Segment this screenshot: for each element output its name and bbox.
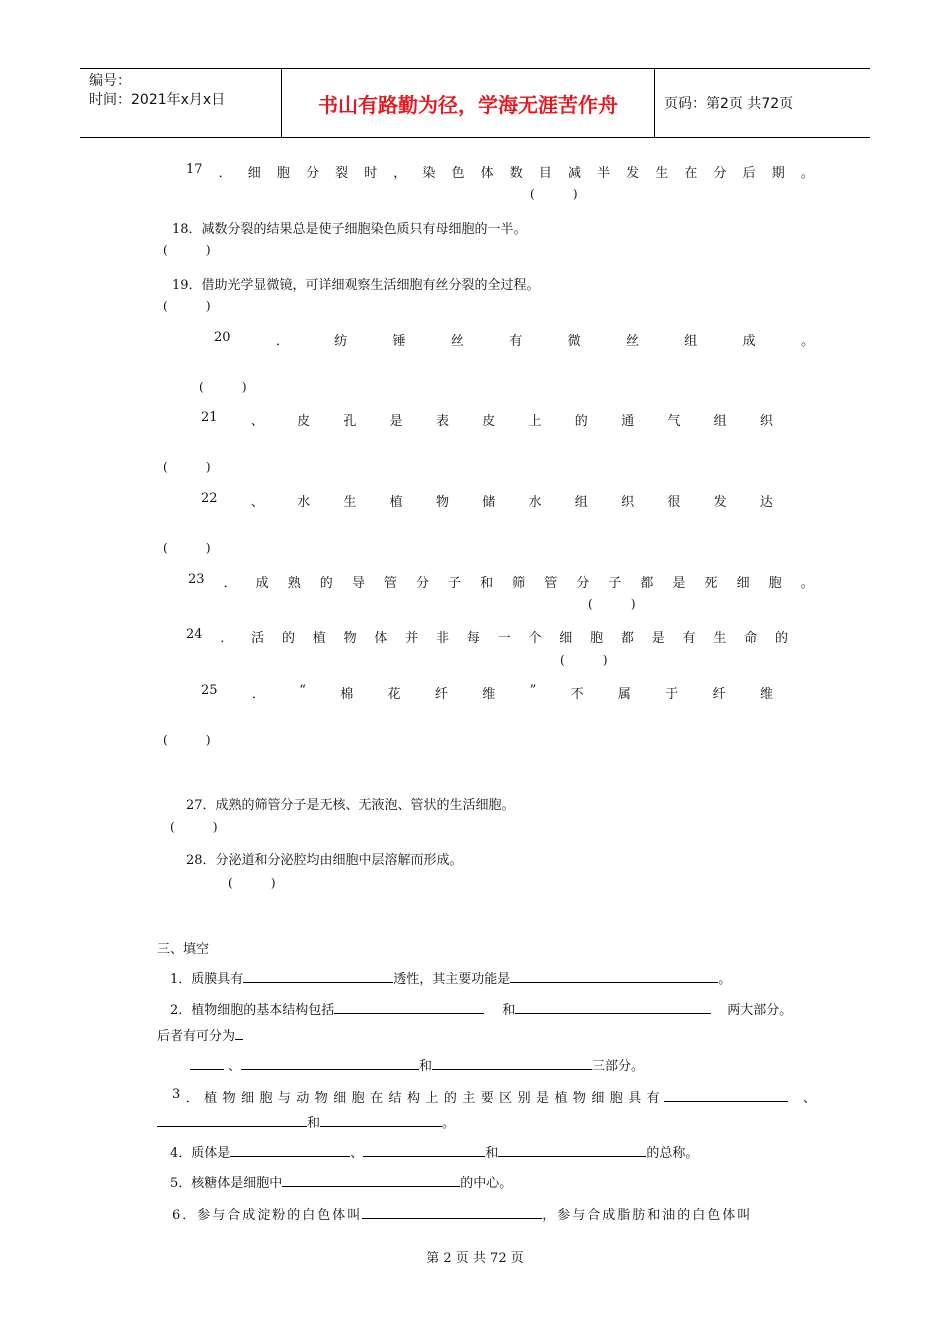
text-char: 织: [759, 414, 773, 429]
text-char: 水: [528, 495, 542, 510]
text-char: 个: [528, 631, 542, 646]
text-char: 、: [250, 495, 264, 510]
fill-6: [172, 1204, 752, 1223]
fill-4-blank-3[interactable]: [498, 1142, 646, 1157]
text-char: 24: [186, 627, 203, 642]
text-char: 物: [435, 495, 449, 510]
text-char: 25: [201, 683, 218, 698]
question-19: 19．借助光学显微镜，可详细观察生活细胞有丝分裂的全过程。: [172, 278, 540, 293]
text-char: 色: [451, 166, 465, 181]
fill-3-blank-3[interactable]: [320, 1112, 442, 1127]
text-char: 胞: [768, 576, 782, 591]
fill-2-blank-6[interactable]: [432, 1055, 592, 1070]
text-char: 成: [742, 334, 756, 349]
text-char: 动: [296, 1091, 310, 1106]
question-28: 28．分泌道和分泌腔均由细胞中层溶解而形成。: [186, 853, 463, 868]
question-24: [186, 627, 788, 646]
text-char: 植: [554, 1091, 568, 1106]
text-char: 组: [713, 414, 727, 429]
text-char: ．: [220, 631, 234, 646]
text-char: 气: [667, 414, 681, 429]
text-char: 通: [621, 414, 635, 429]
text-char: 区: [499, 1091, 513, 1106]
header-meta-cell: [80, 69, 282, 137]
text-char: 细: [736, 576, 750, 591]
header-table: [80, 68, 870, 138]
number-label: 编号：: [89, 73, 131, 89]
text-char: 20: [214, 330, 231, 345]
text-char: ”: [529, 683, 537, 698]
text-char: 储: [482, 495, 496, 510]
text-char: 在: [370, 1091, 384, 1106]
question-19-paren: ( ): [163, 299, 211, 313]
text-char: 熟: [287, 576, 301, 591]
text-char: 孔: [343, 414, 357, 429]
text-char: 成: [255, 576, 269, 591]
text-char: 丝: [625, 334, 639, 349]
fill-4-blank-1[interactable]: [230, 1142, 350, 1157]
text-char: 棉: [340, 687, 354, 702]
text-char: 胞: [259, 1091, 273, 1106]
fill-2-text-d: 后者有可分为: [157, 1029, 236, 1044]
text-char: 死: [704, 576, 718, 591]
section-title: 三、填空: [157, 942, 210, 957]
fill-3-sep: 、: [803, 1091, 817, 1106]
text-char: 纺: [334, 334, 348, 349]
text-char: 非: [436, 631, 450, 646]
text-char: 丝: [450, 334, 464, 349]
text-char: 细: [559, 631, 573, 646]
text-char: 纤: [434, 687, 448, 702]
time-label: 时间：2021年x月x日: [89, 92, 226, 108]
text-char: 纤: [712, 687, 726, 702]
text-char: 很: [667, 495, 681, 510]
text-char: 胞: [351, 1091, 365, 1106]
question-25-paren: ( ): [163, 733, 211, 747]
fill-3-end: 。: [442, 1116, 456, 1131]
text-char: 每: [466, 631, 480, 646]
text-char: ．: [223, 576, 237, 591]
fill-2-line-2: [157, 1025, 243, 1044]
text-char: 组: [574, 495, 588, 510]
text-char: 管: [544, 576, 558, 591]
question-23-paren: ( ): [588, 597, 636, 611]
text-char: 有: [509, 334, 523, 349]
text-char: 结: [388, 1091, 402, 1106]
text-char: 和: [480, 576, 494, 591]
text-char: 并: [405, 631, 419, 646]
text-char: 于: [665, 687, 679, 702]
fill-2-blank-1[interactable]: [334, 999, 484, 1014]
fill-5: [170, 1172, 512, 1191]
text-char: 的: [574, 414, 588, 429]
fill-3: [172, 1087, 660, 1106]
text-char: 有: [682, 631, 696, 646]
fill-3-blank-2[interactable]: [157, 1112, 307, 1127]
page-footer: 第 2 页 共 72 页: [426, 1251, 524, 1266]
fill-1-text-b: 透性，其主要功能是: [393, 972, 511, 987]
text-char: 微: [567, 334, 581, 349]
fill-2-text-b: 和: [502, 1003, 516, 1018]
text-char: 管: [383, 576, 397, 591]
text-char: 细: [591, 1091, 605, 1106]
text-char: 目: [538, 166, 552, 181]
question-21-paren: ( ): [163, 460, 211, 474]
question-20: [214, 330, 814, 349]
fill-4-blank-2[interactable]: [363, 1142, 485, 1157]
question-17: [186, 162, 814, 181]
fill-2-text-c: 两大部分。: [727, 1003, 793, 1018]
fill-3-line-2: [157, 1112, 455, 1131]
text-char: 的: [774, 631, 788, 646]
text-char: ．: [185, 1091, 199, 1106]
text-char: 细: [247, 166, 261, 181]
text-char: 分: [415, 576, 429, 591]
text-char: 胞: [590, 631, 604, 646]
fill-2-blank-5[interactable]: [241, 1055, 419, 1070]
question-21: [201, 410, 773, 429]
text-char: ．: [275, 334, 289, 349]
text-char: 都: [620, 631, 634, 646]
text-char: 子: [608, 576, 622, 591]
text-char: 。: [800, 166, 814, 181]
text-char: 分: [305, 166, 319, 181]
fill-5-text-b: 的中心。: [460, 1176, 513, 1191]
text-char: 上: [425, 1091, 439, 1106]
text-char: 体: [480, 166, 494, 181]
text-char: 期: [771, 166, 785, 181]
fill-5-blank-1[interactable]: [282, 1172, 460, 1187]
text-char: 生: [655, 166, 669, 181]
text-char: 子: [448, 576, 462, 591]
text-char: 是: [536, 1091, 550, 1106]
question-20-paren: ( ): [199, 380, 247, 394]
text-char: 上: [528, 414, 542, 429]
fill-1-blank-2[interactable]: [510, 968, 718, 983]
fill-1: [170, 968, 731, 987]
fill-3-and: 和: [307, 1116, 321, 1131]
page-info: 页码：第2页 共72页: [664, 96, 794, 112]
text-char: 都: [640, 576, 654, 591]
text-char: 胞: [276, 166, 290, 181]
text-char: 表: [435, 414, 449, 429]
fill-4-text-b: 、: [350, 1146, 364, 1161]
text-char: 减: [567, 166, 581, 181]
text-char: 21: [201, 410, 218, 425]
text-char: 别: [517, 1091, 531, 1106]
text-char: 的: [281, 631, 295, 646]
text-char: 植: [312, 631, 326, 646]
text-char: 植: [389, 495, 403, 510]
text-char: 是: [672, 576, 686, 591]
text-char: 染: [422, 166, 436, 181]
question-27: 27．成熟的筛管分子是无核、无液泡、管状的生活细胞。: [186, 798, 515, 813]
text-char: 在: [684, 166, 698, 181]
text-char: 17: [186, 162, 203, 177]
motto: 书山有路勤为径，学海无涯苦作舟: [282, 69, 655, 137]
fill-4-text-d: 的总称。: [646, 1146, 699, 1161]
fill-1-text-a: 1．质膜具有: [170, 972, 244, 987]
text-char: 体: [374, 631, 388, 646]
text-char: 物: [343, 631, 357, 646]
text-char: 数: [509, 166, 523, 181]
fill-4: [170, 1142, 698, 1161]
text-char: 维: [759, 687, 773, 702]
text-char: 命: [744, 631, 758, 646]
fill-1-blank-1[interactable]: [243, 968, 393, 983]
question-23: [188, 572, 814, 591]
text-char: 水: [297, 495, 311, 510]
question-27-paren: ( ): [170, 820, 218, 834]
text-char: 、: [250, 414, 264, 429]
fill-2-text-g: 三部分。: [592, 1059, 645, 1074]
fill-2-line-3: [190, 1055, 644, 1074]
fill-4-text-c: 和: [485, 1146, 499, 1161]
text-char: ，: [393, 166, 407, 181]
text-char: ．: [251, 687, 265, 702]
fill-2: [170, 999, 792, 1018]
fill-3-blank-1[interactable]: [664, 1087, 788, 1102]
text-char: 的: [319, 576, 333, 591]
text-char: 3: [172, 1087, 181, 1102]
text-char: 是: [389, 414, 403, 429]
text-char: 组: [684, 334, 698, 349]
text-char: 与: [277, 1091, 291, 1106]
text-char: 物: [314, 1091, 328, 1106]
text-char: 具: [628, 1091, 642, 1106]
text-char: 胞: [609, 1091, 623, 1106]
text-char: 属: [617, 687, 631, 702]
text-char: 主: [462, 1091, 476, 1106]
text-char: 织: [621, 495, 635, 510]
text-char: 发: [713, 495, 727, 510]
text-char: ．: [218, 166, 232, 181]
text-char: 细: [241, 1091, 255, 1106]
question-22-paren: ( ): [163, 541, 211, 555]
text-char: 裂: [335, 166, 349, 181]
text-char: 维: [482, 687, 496, 702]
text-char: 植: [204, 1091, 218, 1106]
fill-6-blank-1[interactable]: [362, 1204, 542, 1219]
fill-2-text-a: 2．植物细胞的基本结构包括: [170, 1003, 335, 1018]
text-char: 要: [480, 1091, 494, 1106]
text-char: 的: [443, 1091, 457, 1106]
text-char: 构: [406, 1091, 420, 1106]
text-char: 达: [759, 495, 773, 510]
fill-6-text-a: 6．参与合成淀粉的白色体叫: [172, 1208, 363, 1223]
text-char: 一: [497, 631, 511, 646]
text-char: 半: [597, 166, 611, 181]
text-char: 活: [251, 631, 265, 646]
question-24-paren: ( ): [560, 653, 608, 667]
question-17-paren: ( ): [530, 187, 578, 201]
fill-2-blank-2[interactable]: [515, 999, 711, 1014]
fill-6-text-b: ，参与合成脂肪和油的白色体叫: [542, 1208, 753, 1223]
fill-2-blank-3[interactable]: [235, 1025, 243, 1040]
text-char: 后: [742, 166, 756, 181]
text-char: 分: [576, 576, 590, 591]
fill-5-text-a: 5．核糖体是细胞中: [170, 1176, 283, 1191]
fill-2-text-e: 、: [228, 1059, 242, 1074]
text-char: 不: [570, 687, 584, 702]
question-28-paren: ( ): [228, 876, 276, 890]
text-char: 导: [351, 576, 365, 591]
text-char: 物: [222, 1091, 236, 1106]
question-18-paren: ( ): [163, 243, 211, 257]
text-char: 。: [800, 576, 814, 591]
text-char: 皮: [482, 414, 496, 429]
text-char: 物: [572, 1091, 586, 1106]
text-char: 细: [333, 1091, 347, 1106]
text-char: 生: [343, 495, 357, 510]
text-char: 22: [201, 491, 218, 506]
text-char: 发: [626, 166, 640, 181]
text-char: “: [299, 683, 306, 698]
question-25: [201, 683, 773, 702]
text-char: 分: [713, 166, 727, 181]
question-22: [201, 491, 773, 510]
text-char: 时: [364, 166, 378, 181]
fill-2-blank-4[interactable]: [190, 1055, 224, 1070]
text-char: 皮: [297, 414, 311, 429]
text-char: 花: [387, 687, 401, 702]
text-char: 生: [713, 631, 727, 646]
text-char: 有: [646, 1091, 660, 1106]
question-18: 18．减数分裂的结果总是使子细胞染色质只有母细胞的一半。: [172, 222, 527, 237]
text-char: 23: [188, 572, 205, 587]
fill-1-text-c: 。: [718, 972, 732, 987]
text-char: 。: [800, 334, 814, 349]
fill-4-text-a: 4．质体是: [170, 1146, 231, 1161]
text-char: 锤: [392, 334, 406, 349]
text-char: 是: [651, 631, 665, 646]
fill-2-text-f: 和: [419, 1059, 433, 1074]
text-char: 筛: [512, 576, 526, 591]
